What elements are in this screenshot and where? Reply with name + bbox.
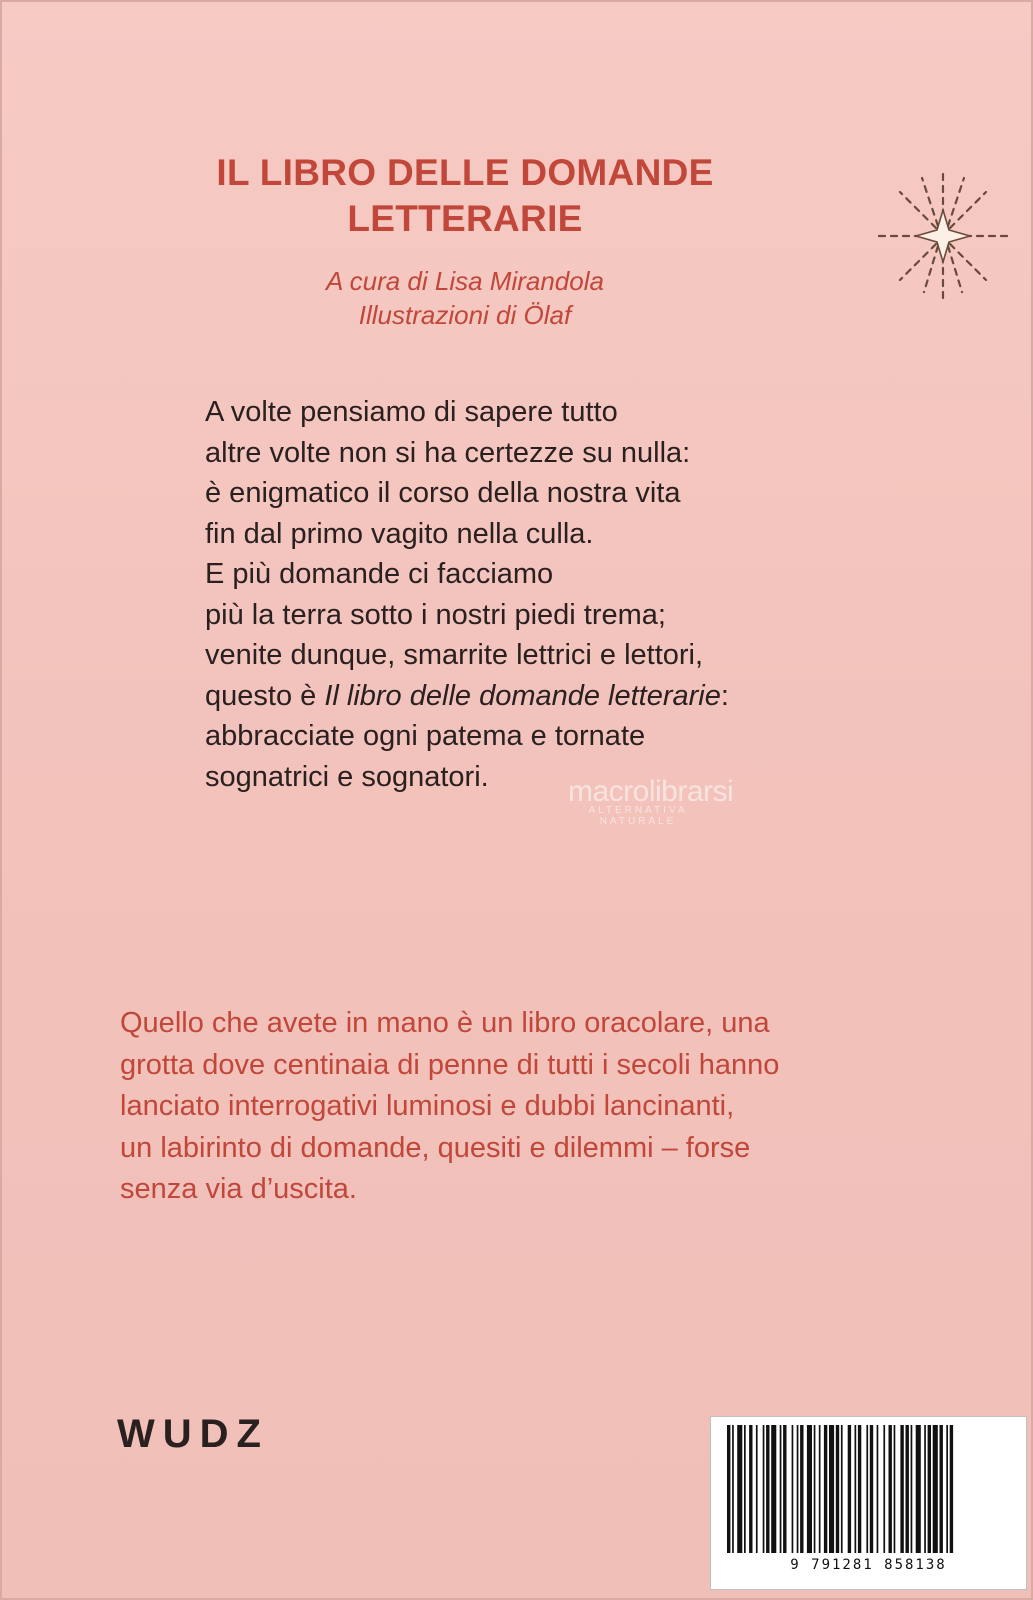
barcode-bar (783, 1425, 786, 1553)
barcode (710, 1416, 1027, 1590)
barcode-bar (855, 1425, 857, 1553)
barcode-bar (841, 1425, 843, 1553)
poem-line: più la terra sotto i nostri piedi trema; (205, 598, 666, 631)
barcode-bar (877, 1425, 879, 1553)
barcode-bar (829, 1425, 834, 1553)
blurb-line: grotta dove centinaia di penne di tutti i secoli hanno (120, 1048, 780, 1081)
barcode-bar (858, 1425, 861, 1553)
blurb-line: un labirinto di domande, quesiti e dilemmi – forse (120, 1131, 751, 1164)
barcode-bar (940, 1425, 943, 1553)
barcode-bar (933, 1425, 938, 1553)
book-title-line-2: LETTERARIE (347, 198, 583, 239)
book-title-line-1: IL LIBRO DELLE DOMANDE (216, 152, 714, 193)
poem-line: è enigmatico il corso della nostra vita (205, 477, 681, 509)
poem-line (205, 676, 825, 717)
blurb (120, 1003, 880, 1211)
isbn-number: 9 791281 858138 (790, 1557, 947, 1573)
barcode-bar (836, 1425, 839, 1553)
barcode-bar (883, 1425, 885, 1553)
publisher-logo: WUDZ (117, 1412, 269, 1456)
barcode-bar (819, 1425, 821, 1553)
poem-line-suffix: : (720, 679, 729, 712)
barcode-bar (727, 1425, 730, 1553)
barcode-bar (749, 1425, 752, 1553)
barcode-bar (928, 1425, 931, 1553)
poem-line: abbracciate ogni patema e tornate (205, 720, 646, 752)
barcode-bars (725, 1425, 1012, 1553)
blurb-line: lanciato interrogativi luminosi e dubbi lancinanti, (120, 1090, 735, 1122)
barcode-bar (866, 1425, 868, 1553)
poem-line: E più domande ci facciamo (205, 558, 554, 590)
barcode-bar (780, 1425, 782, 1553)
watermark-main: macrolibrarsi (568, 775, 734, 808)
barcode-bar (894, 1425, 896, 1553)
barcode-bar (950, 1425, 953, 1553)
barcode-bar (756, 1425, 758, 1553)
poem-line: sognatrici e sognatori. (205, 760, 489, 793)
barcode-bar (906, 1425, 909, 1553)
illustrator-credit: Illustrazioni di Ölaf (358, 300, 572, 330)
barcode-bar (889, 1425, 892, 1553)
poem-line: fin dal primo vagito nella culla. (205, 517, 594, 550)
barcode-bar (848, 1425, 851, 1553)
barcode-bar (814, 1425, 816, 1553)
poem-line: altre volte non si ha certezze su nulla: (205, 436, 691, 469)
barcode-bar (800, 1425, 803, 1553)
barcode-bar (824, 1425, 827, 1553)
poem-line: A volte pensiamo di sapere tutto (205, 396, 618, 428)
barcode-bar (763, 1425, 765, 1553)
barcode-bar (744, 1425, 746, 1553)
barcode-bar (807, 1425, 812, 1553)
barcode-bar (900, 1425, 903, 1553)
barcode-bar (771, 1425, 776, 1553)
barcode-bar (946, 1425, 948, 1553)
barcode-bar (797, 1425, 799, 1553)
curator-credit: A cura di Lisa Mirandola (326, 266, 604, 296)
poem (205, 392, 825, 797)
poem-book-title: Il libro delle domande letterarie (324, 679, 721, 712)
star-burst-icon (878, 170, 1008, 300)
book-title (140, 150, 790, 242)
barcode-bar (916, 1425, 921, 1553)
poem-line: venite dunque, smarrite lettrici e lettori, (205, 639, 704, 671)
watermark-sub: ALTERNATIVA NATURALE (588, 805, 688, 827)
blurb-line: Quello che avete in mano è un libro oracolare, una (120, 1007, 770, 1039)
barcode-bar (870, 1425, 873, 1553)
barcode-bar (737, 1425, 742, 1553)
watermark (568, 775, 734, 827)
barcode-bar (924, 1425, 926, 1553)
barcode-bar (792, 1425, 794, 1553)
barcode-bar (732, 1425, 734, 1553)
barcode-bar (911, 1425, 913, 1553)
poem-line-prefix: questo è (205, 679, 325, 712)
barcode-bar (766, 1425, 769, 1553)
blurb-line: senza via d’uscita. (120, 1173, 357, 1205)
